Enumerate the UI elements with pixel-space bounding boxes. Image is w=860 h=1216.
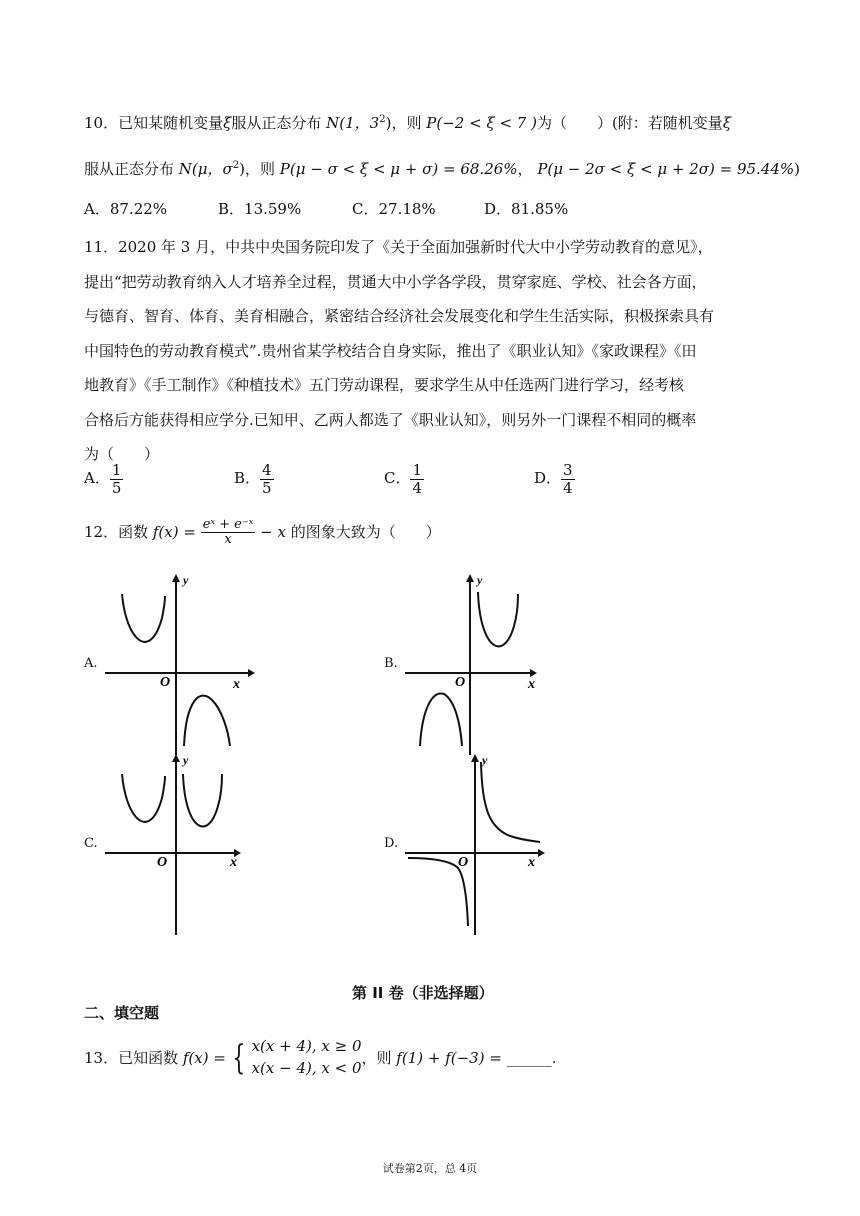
q11-option-d: D． $\frac{3}{4}$ (534, 461, 573, 497)
q10-option-c: C．27.18% (352, 200, 436, 218)
q11-line: 为（ ） (84, 445, 160, 463)
q11-line: 地教育》《手工制作》《种植技术》五门劳动课程，要求学生从中任选两门进行学习，经考核 (84, 376, 685, 394)
y-arrow (172, 754, 180, 762)
x-label: x (528, 855, 535, 870)
q11-line: 提出“把劳动教育纳入人才培养全过程，贯通大中小学各学段，贯穿家庭、学校、社会各方面， (84, 272, 707, 291)
y-label: y (482, 753, 488, 767)
y-arrow (172, 574, 180, 582)
q13-stem: 13．已知函数 f(x) = { x(x + 4), x ≥ 0 x(x − 4), x < 0 ，则 f(1) + f(−3) = ______. (84, 1037, 557, 1078)
q11-option-c: C． $\frac{1}{4}$ (384, 461, 423, 497)
q12-stem: 12．函数 f(x) = $\frac{\text{eˣ + e⁻ˣ}}{x}$ − x 的图象大致为（ ） (84, 517, 441, 548)
curve-left (420, 693, 462, 746)
y-arrow (466, 574, 474, 582)
x-label: x (233, 677, 240, 692)
x-arrow (248, 669, 255, 677)
page-footer: 试卷第2页，总 4页 (382, 1162, 478, 1175)
x-label: x (528, 677, 535, 692)
q10-line2: 服从正态分布 N(μ，$\sigma^2$)，则 P(μ − σ < ξ < μ + σ) = 68.26%， P(μ − 2σ < ξ < μ + 2σ) = 95.44%) (84, 160, 801, 178)
origin-label: O (455, 675, 466, 690)
graph-d (400, 750, 560, 935)
graph-label-d: D. (384, 836, 399, 851)
graph-label-b: B. (384, 656, 398, 671)
graph-c (100, 750, 260, 935)
graph-b (400, 570, 560, 755)
y-label: y (183, 573, 189, 587)
curve-right (481, 762, 540, 842)
origin-label: O (157, 855, 168, 870)
y-label: y (183, 753, 189, 767)
curve-right (183, 774, 222, 826)
section-subtitle: 二、填空题 (84, 1004, 160, 1022)
q10-option-d: D．81.85% (484, 200, 569, 218)
section-title: 第 II 卷（非选择题） (352, 984, 494, 1002)
graph-a (100, 570, 260, 755)
curve-left (122, 594, 165, 642)
q11-line: 中国特色的劳动教育模式”.贵州省某学校结合自身实际，推出了《职业认知》《家政课程》《田 (84, 341, 697, 360)
y-arrow (471, 754, 479, 762)
q11-option-a: A． $\frac{1}{5}$ (84, 461, 122, 497)
q10-option-a: A．87.22% (84, 200, 168, 218)
q10-line1: 10．已知某随机变量ξ服从正态分布 N(1，$3^2$)，则 P(−2 < ξ < 7 )为（ ）(附：若随机变量ξ (84, 114, 732, 132)
x-arrow (538, 849, 545, 857)
origin-label: O (458, 855, 469, 870)
x-arrow (530, 669, 537, 677)
q11-option-b: B． $\frac{4}{5}$ (234, 461, 272, 497)
curve-left (122, 774, 165, 822)
q11-line: 合格后方能获得相应学分.已知甲、乙两人都选了《职业认知》，则另外一门课程不相同的概率 (84, 410, 697, 429)
brace: { (232, 1037, 246, 1078)
x-label: x (230, 855, 237, 870)
y-label: y (477, 573, 483, 587)
curve-right (478, 592, 518, 646)
q11-line: 与德育、智育、体育、美育相融合，紧密结合经济社会发展变化和学生生活实际，积极探索具有 (84, 307, 715, 325)
origin-label: O (160, 675, 171, 690)
graph-label-a: A. (84, 656, 98, 671)
curve-right (184, 696, 230, 746)
q10-option-b: B．13.59% (218, 200, 302, 218)
graph-label-c: C. (84, 836, 98, 851)
q11-text (84, 230, 784, 472)
q11-line: 11．2020 年 3 月，中共中央国务院印发了《关于全面加强新时代大中小学劳动教育的意见》， (84, 238, 713, 256)
